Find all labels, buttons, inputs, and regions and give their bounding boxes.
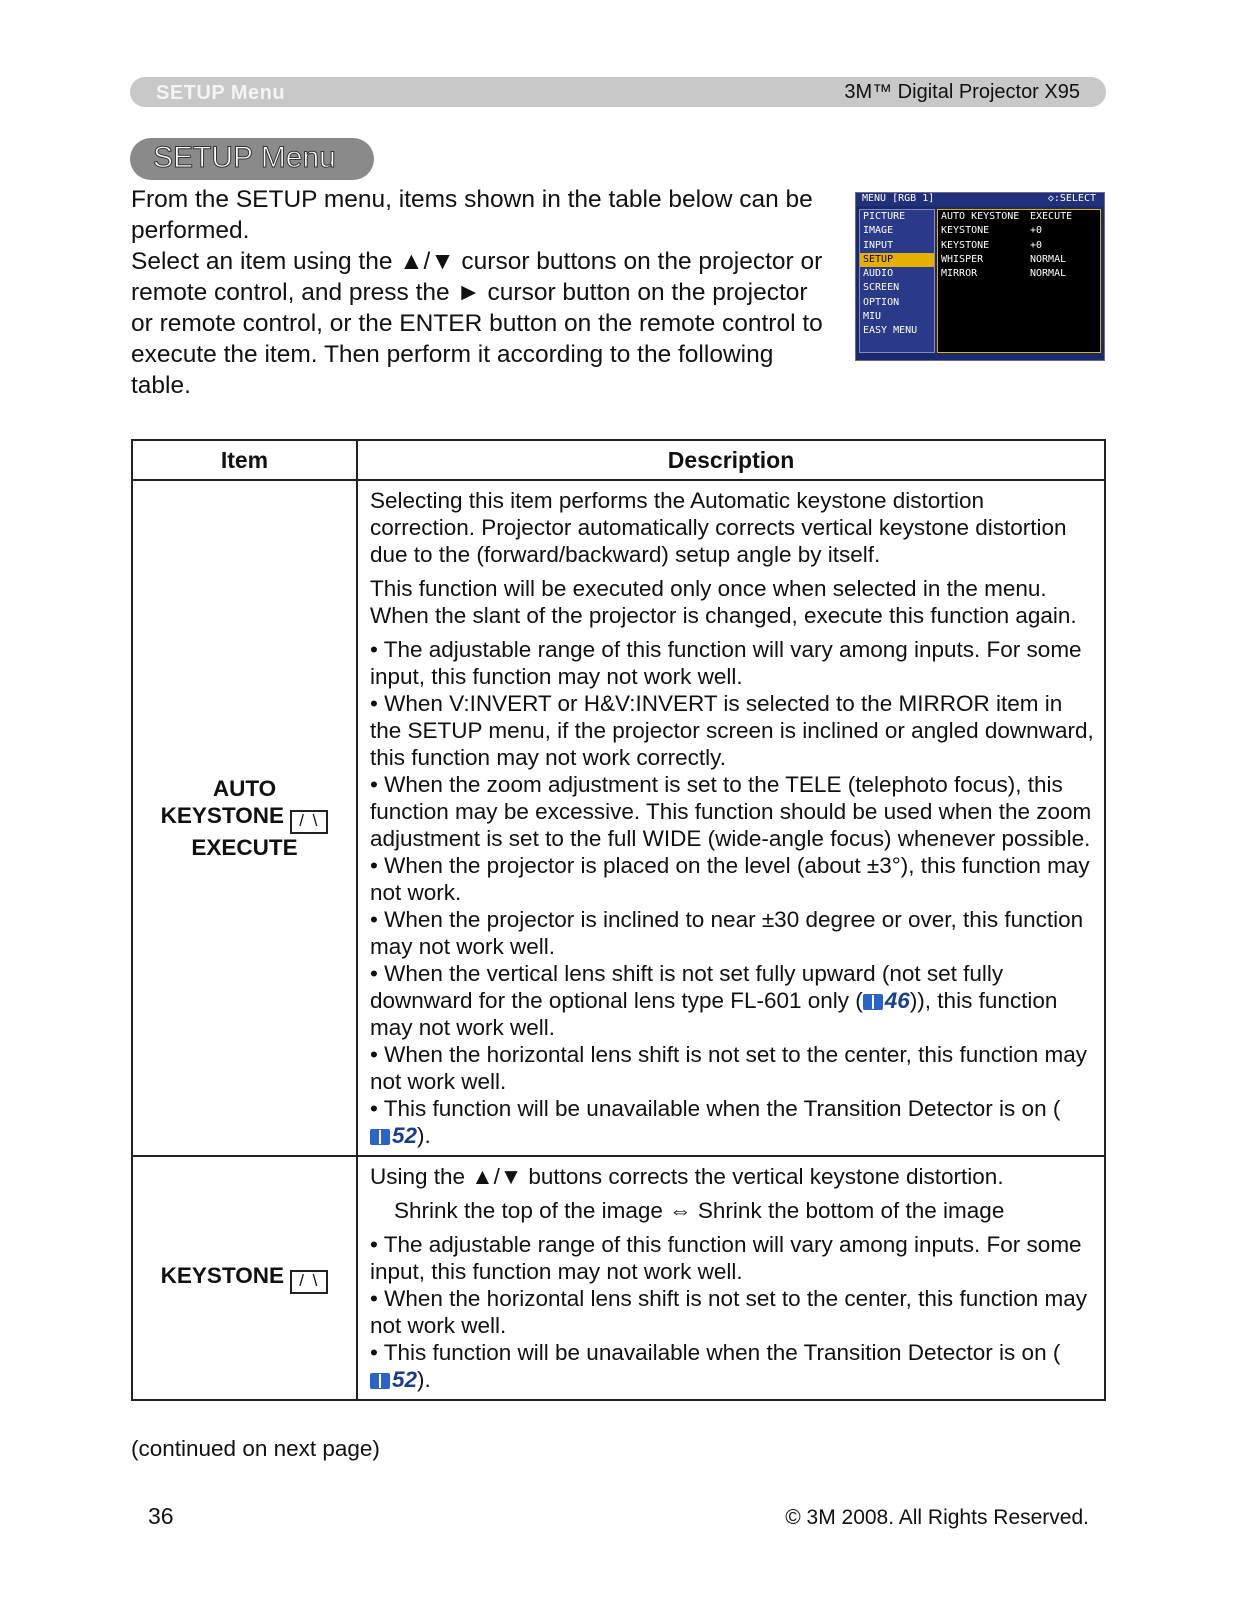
intro-paragraph-1: From the SETUP menu, items shown in the table below can be performed. [131, 186, 813, 244]
osd-row: AUTO KEYSTONE EXECUTE [941, 211, 1073, 222]
osd-menu-item-selected: SETUP [860, 253, 934, 267]
table-row-keystone [132, 1156, 1105, 1400]
page-reference-link[interactable]: 52 [370, 1122, 417, 1149]
section-title [130, 138, 374, 180]
osd-menu-item: AUDIO [863, 268, 894, 280]
osd-menu-item: OPTION [863, 296, 900, 308]
description-auto-keystone: Selecting this item performs the Automatic keystone distortion correction. Projector automatically corrects vertical keystone distortion due to the (forward/backward) setup angle by itself. This function will be executed only once when selected in the menu. When the slant of the projector is changed, execute this function again. • The adjustable range of this function will vary among inputs. For some input, this function may not work well. • When V:INVERT or H&V:INVERT is selected to the MIRROR item in the SETUP menu, if the projector screen is inclined or angled downward, this function may not work correctly. • When the zoom adjustment is set to the TELE (telephoto focus), this function may be excessive. This function should be used when the zoom adjustment is set to the full WIDE (wide-angle focus) whenever possible. • When the projector is placed on the level (about ±3°), this function may not work. • When the projector is inclined to near ±30 degree or over, this function may not work well. • When the vertical lens shift is not set fully upward (not set fully downward for the optional lens type FL-601 only ( 46)), this function may not work well. • When the horizontal lens shift is not set to the center, this function may not work well. • This function will be unavailable when the Transition Detector is on (52). [357, 480, 1105, 1156]
column-header-item: Item [132, 440, 357, 480]
osd-row: KEYSTONE +0 [941, 225, 1043, 237]
keystone-vertical-icon: / \ [290, 1270, 328, 1294]
osd-topbar [856, 193, 1104, 206]
copyright: © 3M 2008. All Rights Reserved. [785, 1506, 1089, 1529]
page-title: SETUP Menu [153, 141, 336, 174]
page-reference-link[interactable]: 46 [863, 987, 910, 1014]
book-icon [370, 1129, 390, 1145]
header-section: SETUP Menu [156, 82, 286, 104]
table-header-row [132, 440, 1105, 480]
description-keystone: Using the ▲/▼ buttons corrects the vertical keystone distortion. Shrink the top of the image ⇔ Shrink the bottom of the image • The adjustable range of this function will vary among inputs. For some input, this function may not work well. • When the horizontal lens shift is not set to the center, this function may not work well. • This function will be unavailable when the Transition Detector is on (52). [357, 1156, 1105, 1400]
osd-menu-list [859, 209, 935, 353]
osd-row: MIRROR NORMAL [941, 268, 1067, 280]
bullet-transition-detector: • This function will be unavailable when the Transition Detector is on (52). [370, 1096, 1061, 1148]
page-number: 36 [148, 1503, 174, 1529]
osd-title: MENU [RGB 1] [862, 193, 935, 204]
book-icon [370, 1373, 390, 1389]
item-auto-keystone: AUTO KEYSTONE / \ EXECUTE [132, 480, 357, 1156]
osd-select: ◇:SELECT [1047, 193, 1096, 204]
osd-menu-item: SCREEN [863, 282, 900, 294]
osd-select-label: SELECT [1059, 193, 1096, 204]
column-header-description: Description [357, 440, 1105, 480]
osd-settings-panel [937, 209, 1101, 353]
osd-menu-item: MIU [863, 311, 882, 323]
page-reference-link[interactable]: 52 [370, 1366, 417, 1393]
keystone-vertical-icon: / \ [290, 810, 328, 834]
osd-row: WHISPER NORMAL [941, 253, 1067, 265]
osd-menu-item: INPUT [863, 239, 894, 251]
header-product: 3M™ Digital Projector X95 [844, 81, 1080, 103]
osd-menu-item: EASY MENU [863, 325, 918, 337]
setup-table [131, 439, 1106, 1401]
bullet-lens-shift: • When the vertical lens shift is not set fully upward (not set fully downward for the optional lens type FL-601 only ( 46)), this function may not work well. [370, 961, 1058, 1040]
osd-screenshot [855, 192, 1105, 361]
osd-menu-item: IMAGE [863, 225, 894, 237]
osd-row: KEYSTONE +0 [941, 239, 1043, 251]
continued-note: (continued on next page) [131, 1436, 380, 1461]
header-bar [130, 77, 1106, 107]
bullet-transition-detector: • This function will be unavailable when the Transition Detector is on (52). [370, 1340, 1061, 1392]
book-icon [863, 994, 883, 1010]
intro-text [131, 184, 831, 401]
item-keystone: KEYSTONE / \ [132, 1156, 357, 1400]
table-row-auto-keystone [132, 480, 1105, 1156]
intro-paragraph-2: Select an item using the ▲/▼ cursor buttons on the projector or remote control, and press the ► cursor button on the projector or remote control, or the ENTER button on the remote control to execute the item. Then perform it according to the following table. [131, 248, 823, 399]
osd-menu-item: PICTURE [863, 211, 906, 222]
